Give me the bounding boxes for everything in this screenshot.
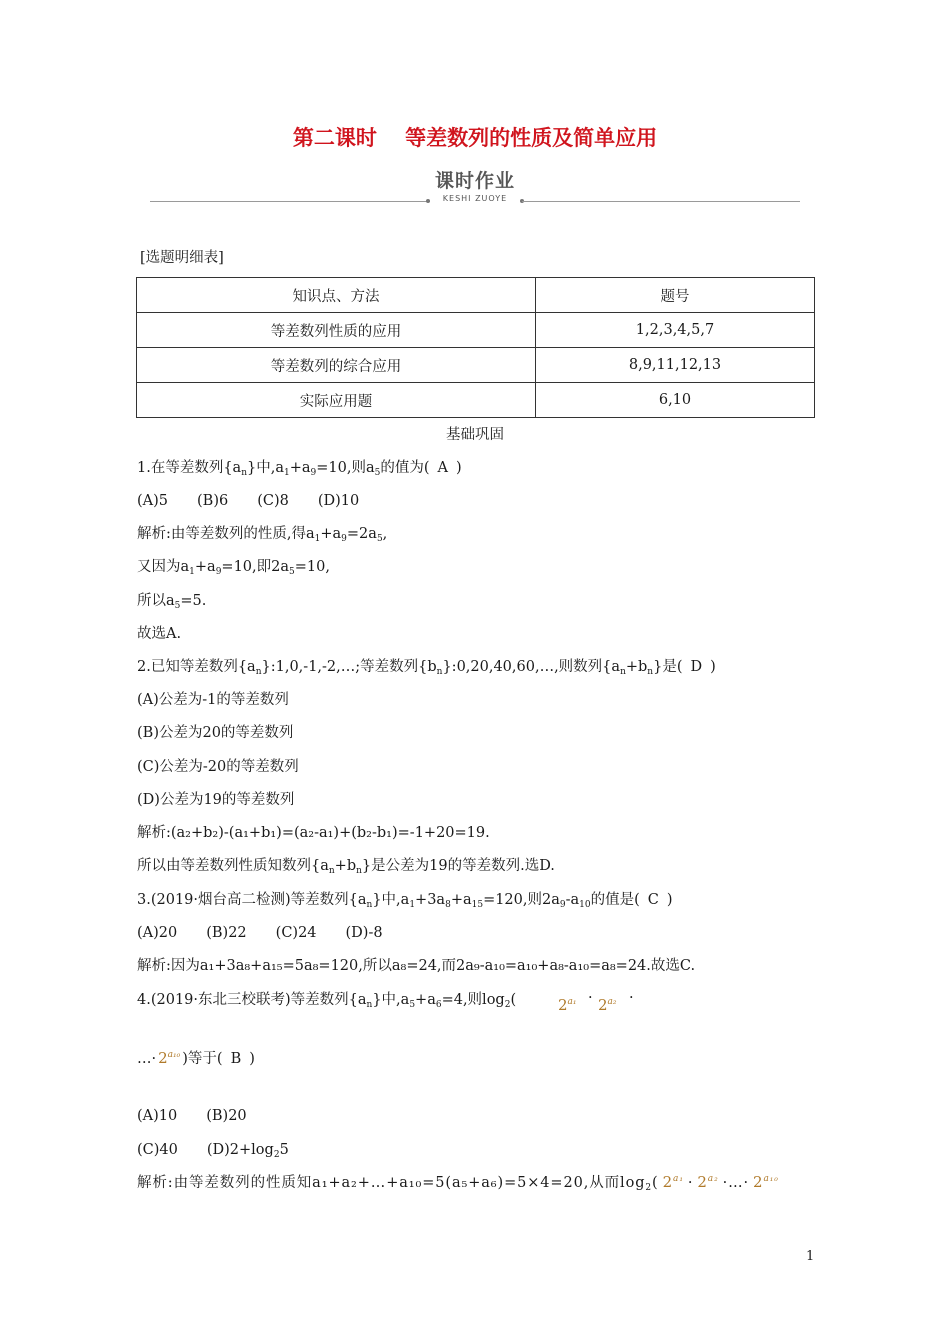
topic-table — [136, 277, 815, 418]
table-cell-topic: 实际应用题 — [137, 383, 536, 418]
table-header-topic: 知识点、方法 — [137, 278, 536, 313]
q2-solution-2: 所以由等差数列性质知数列$\{a_n+b_n\}$是公差为19的等差数列.选D. — [137, 858, 555, 876]
table-cell-numbers: 6,10 — [536, 383, 815, 418]
q2-option-a: (A)公差为-1的等差数列 — [137, 692, 289, 708]
q2-option-c: (C)公差为-20的等差数列 — [137, 759, 299, 775]
power-term-a2: $2^{a_2}$ — [598, 996, 617, 1014]
table-header-numbers: 题号 — [536, 278, 815, 313]
section-pinyin: KESHI ZUOYE — [442, 194, 508, 203]
q3-answer: C — [647, 892, 659, 908]
table-row — [137, 383, 815, 418]
table-cell-numbers: 1,2,3,4,5,7 — [536, 313, 815, 348]
table-cell-topic: 等差数列的综合应用 — [137, 348, 536, 383]
q2-stem: 2.已知等差数列$\{a_n\}:1,0,-1,-2,\dots$;等差数列$\{b_n\}:0,20,40,60,\dots$,则数列$\{a_n+b_n\}$是( D ) — [137, 659, 716, 677]
table-header-row — [137, 278, 815, 313]
q1-solution-3: 所以$a_5=5$. — [137, 593, 207, 611]
q4-solution: 解析:由等差数列的性质知a₁+a₂+…+a₁₀=5(a₅+a₆)=5×4=20,从而$\log_2$( $2^{a_1} \cdot 2^{a_2}$ ·…· $2^{a_{10}}$ — [137, 1173, 779, 1193]
q1-options: (A)5 (B)6 (C)8 (D)10 — [137, 493, 360, 509]
q4-options-1: (A)10 (B)20 — [137, 1108, 247, 1124]
q3-solution: 解析:因为a₁+3a₈+a₁₅=5a₈=120,所以a₈=24,而2a₉-a₁₀=a₁₀+a₈-a₁₀=a₈=24.故选C. — [137, 958, 696, 974]
page-title: 第二课时 等差数列的性质及简单应用 — [292, 126, 658, 150]
power-term-a1: $2^{a_1}$ — [558, 996, 577, 1014]
dot-operator: · — [629, 990, 634, 1006]
table-cell-numbers: 8,9,11,12,13 — [536, 348, 815, 383]
table-cell-topic: 等差数列性质的应用 — [137, 313, 536, 348]
q2-option-b: (B)公差为20的等差数列 — [137, 725, 294, 741]
table-row — [137, 313, 815, 348]
q3-options: (A)20 (B)22 (C)24 (D)-8 — [137, 925, 383, 941]
q4-stem: 4.(2019·东北三校联考)等差数列$\{a_n\}$中$,a_5+a_6=4$,则$\log_2$( — [137, 992, 517, 1010]
q4-options-2: (C)40 $(D)2+\log_25$ — [137, 1142, 289, 1160]
q2-option-d: (D)公差为19的等差数列 — [137, 792, 295, 808]
q1-solution-4: 故选A. — [137, 626, 182, 642]
section-heading: 课时作业 — [434, 170, 515, 192]
table-caption: [选题明细表] — [140, 250, 224, 266]
dot-operator: · — [588, 990, 593, 1006]
q4-stem-continued: …· $2^{a_{10}}$ )等于( B ) — [137, 1049, 255, 1067]
table-row — [137, 348, 815, 383]
subtitle: 基础巩固 — [446, 427, 504, 443]
page-number: 1 — [806, 1249, 815, 1264]
q4-answer: B — [230, 1051, 242, 1067]
q2-solution-1: 解析:(a₂+b₂)-(a₁+b₁)=(a₂-a₁)+(b₂-b₁)=-1+20=19. — [137, 825, 490, 841]
q1-solution-2: 又因为$a_1+a_9=10$,即$2a_5=10$, — [137, 559, 330, 577]
q1-answer: A — [437, 460, 449, 476]
q1-stem: 1.在等差数列$\{a_n\}$中$,a_1+a_9=10$,则$a_5$的值为( A ) — [137, 460, 462, 478]
divider-right — [522, 201, 800, 202]
q2-answer: D — [690, 659, 703, 675]
q1-solution-1: 解析:由等差数列的性质,得$a_1+a_9=2a_5$, — [137, 526, 388, 544]
q3-stem: 3.(2019·烟台高二检测)等差数列$\{a_n\}$中$,a_1+3a_8+a_{15}=120$,则$2a_9-a_{10}$的值是( C ) — [137, 892, 673, 910]
